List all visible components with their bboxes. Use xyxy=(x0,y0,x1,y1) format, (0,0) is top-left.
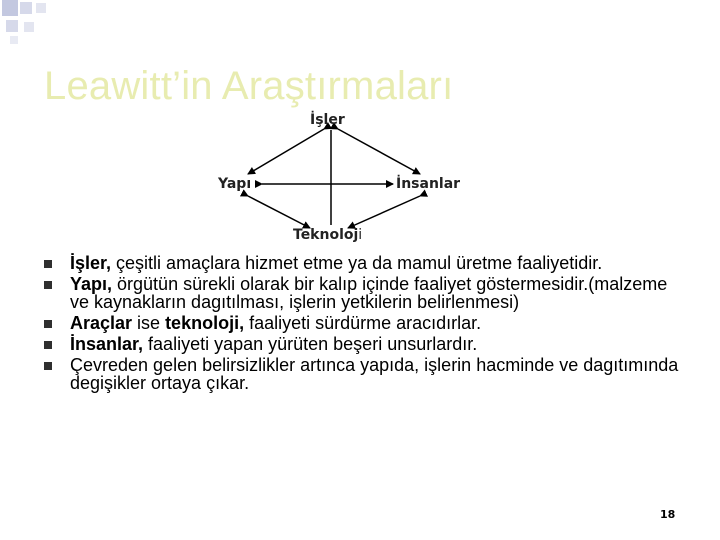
bullet-list xyxy=(44,254,684,395)
teknoloji-end: i xyxy=(358,227,363,243)
page-number: 18 xyxy=(660,508,676,521)
list-item xyxy=(44,356,684,392)
bullet-text: çeşitli amaçlara hizmet etme ya da mamul üretme faaliyetidir. xyxy=(111,253,603,273)
bullet-text: faaliyeti yapan yürüten beşeri unsurlardır. xyxy=(143,334,478,354)
square-bullet-icon xyxy=(44,260,52,268)
square-bullet-icon xyxy=(44,362,52,370)
bullet-term: Araçlar xyxy=(70,313,133,333)
bullet-text: ise xyxy=(132,313,166,333)
list-item xyxy=(44,314,684,332)
bullet-term-2: teknoloji, xyxy=(165,313,245,333)
diagram-label-teknoloji xyxy=(293,227,362,243)
list-item xyxy=(44,275,684,311)
slide-title: Leawitt’in Araştırmaları xyxy=(44,64,454,108)
list-item xyxy=(44,254,684,272)
square-bullet-icon xyxy=(44,281,52,289)
bullet-term: İşler, xyxy=(70,253,112,273)
bullet-term: İnsanlar, xyxy=(70,334,144,354)
arrow-insanlar-teknoloji xyxy=(348,196,420,228)
teknoloji-main: Teknoloj xyxy=(293,227,359,243)
diagram-label-insanlar: İnsanlar xyxy=(396,176,461,192)
arrow-isler-insanlar xyxy=(338,129,420,174)
bullet-text: Çevreden gelen belirsizlikler artınca yapıda, işlerin hacminde ve dagıtımında degişikler ortaya çıkar. xyxy=(70,355,679,393)
square-bullet-icon xyxy=(44,341,52,349)
bullet-text: örgütün sürekli olarak bir kalıp içinde faaliyet göstermesidir.(malzeme ve kaynakların dagıtılması, işlerin yetkilerin belirlenmesi) xyxy=(70,274,668,312)
diagram-label-yapi: Yapı xyxy=(218,176,252,192)
list-item xyxy=(44,335,684,353)
diagram-label-isler: İşler xyxy=(310,112,345,128)
bullet-term: Yapı, xyxy=(70,274,113,294)
bullet-text-2: faaliyeti sürdürme aracıdırlar. xyxy=(244,313,482,333)
arrow-isler-yapi xyxy=(248,129,324,174)
arrow-yapi-teknoloji xyxy=(248,196,310,228)
square-bullet-icon xyxy=(44,320,52,328)
